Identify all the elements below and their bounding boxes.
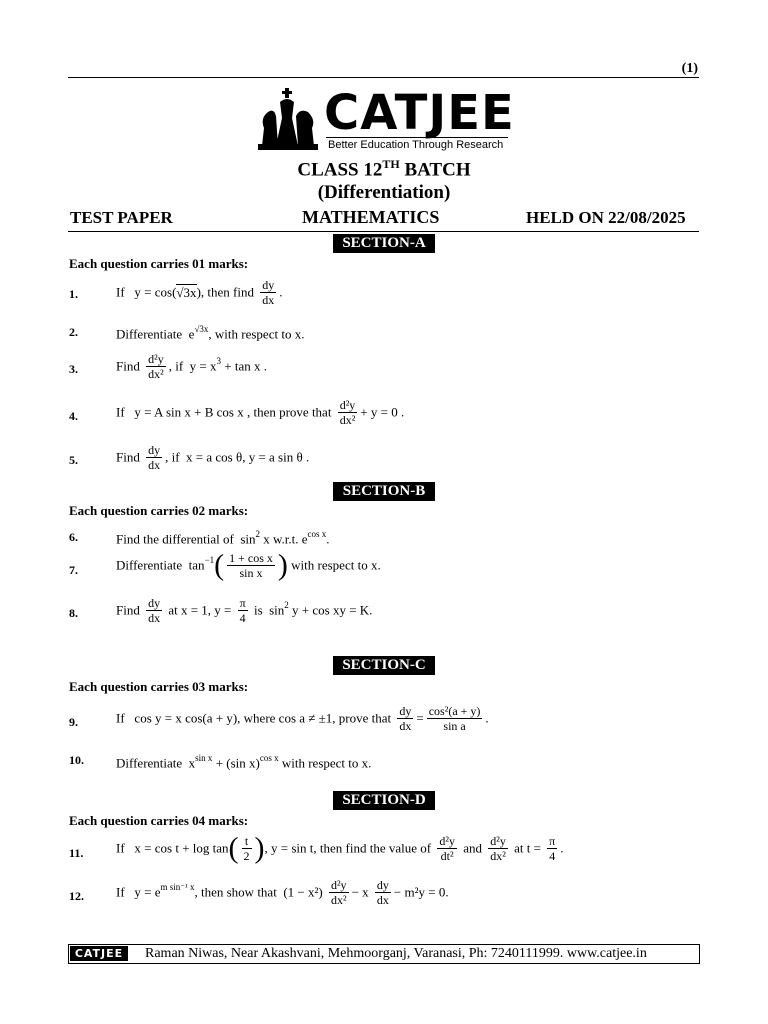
held-date: HELD ON 22/08/2025: [526, 208, 686, 227]
question-1: If y = cos(√3x), then find $\frac{dy}{dx}$ .: [116, 278, 283, 307]
logo-underline: [326, 137, 508, 138]
section-d-marks: Each question carries 04 marks:: [69, 813, 249, 828]
question-number: 7.: [69, 563, 78, 577]
question-number: 5.: [69, 453, 78, 467]
subject-label: MATHEMATICS: [302, 207, 440, 227]
section-a-marks: Each question carries 01 marks:: [69, 256, 249, 271]
question-number: 4.: [69, 409, 78, 423]
question-12: If $y = e^{m sin^{-1} x}$, then show that (1 − x²) $\frac{\text{d²y}}{\text{dx²}}$ − x $\frac{dy}{dx}$ − m²y = 0.: [116, 878, 449, 907]
question-6: Find the differential of $\sin^2 x$ w.r.t. $e^{cos x}$.: [116, 529, 330, 547]
footer-bar: [68, 944, 700, 964]
question-number: 8.: [69, 606, 78, 620]
question-10: Differentiate $x^{sin x} + (\sin$ x)$^{cos x}$ with respect to x.: [116, 753, 372, 771]
topic-title: (Differentiation): [317, 182, 451, 203]
question-7: Differentiate $\tan^{-1}$( $\frac{\text{1 + cos x}}{\text{sin x}}$ ) with respect to x.: [116, 548, 381, 582]
header-rule: [68, 231, 699, 232]
question-number: 1.: [69, 287, 78, 301]
catjee-logo: [256, 86, 516, 156]
logo-wordmark: CATJEE: [324, 85, 515, 141]
question-5: Find $\frac{dy}{dx}$ , if x = a cos θ, y = a sin θ .: [116, 443, 310, 472]
footer-address: Raman Niwas, Near Akashvani, Mehmoorganj, Varanasi, Ph: 7240111999. www.catjee.in: [145, 946, 647, 961]
question-number: 11.: [69, 846, 84, 860]
section-b-marks: Each question carries 02 marks:: [69, 503, 249, 518]
question-3: Find $\frac{\text{d²y}}{\text{dx²}}$ , if $y = x^3 + \tan x$ .: [116, 352, 267, 381]
class-title: CLASS 12TH BATCH: [297, 157, 471, 181]
chess-pieces-icon: [256, 88, 320, 152]
section-b-heading: SECTION-B: [333, 482, 435, 501]
top-rule: [68, 77, 699, 78]
question-number: 12.: [69, 889, 84, 903]
question-9: If cos y = x cos(a + y), where cos a ≠ ±1, prove that $\frac{dy}{dx}$ = $\frac{\text{cos²(a + y)}}{\text{sin a}}$ .: [116, 704, 489, 733]
section-d-heading: SECTION-D: [333, 791, 435, 810]
question-number: 3.: [69, 362, 78, 376]
page-number: (1): [681, 61, 698, 76]
test-paper-label: TEST PAPER: [70, 208, 173, 227]
question-number: 9.: [69, 715, 78, 729]
footer-logo: CATJEE: [70, 946, 128, 961]
question-number: 10.: [69, 753, 84, 767]
section-c-marks: Each question carries 03 marks:: [69, 679, 249, 694]
section-c-heading: SECTION-C: [333, 656, 435, 675]
question-8: Find $\frac{dy}{dx}$ at x = 1, y = $\frac{\pi}{4}$ is $\sin^2 y + \cos$ xy = K.: [116, 596, 373, 625]
question-2: Differentiate $e^{√3x}$, with respect to x.: [116, 324, 305, 342]
section-a-heading: SECTION-A: [333, 234, 435, 253]
logo-tagline: Better Education Through Research: [328, 139, 504, 151]
question-number: 6.: [69, 530, 78, 544]
question-11: If x = cos t + log tan( $\frac{t}{2}$ ), y = sin t, then find the value of $\frac{\text{d²y}}{\text{dt²}}$ and $\frac{\text{d²y}}{\text{dx²}}$ at t = $\frac{\pi}{4}$ .: [116, 831, 564, 865]
question-number: 2.: [69, 325, 78, 339]
question-4: If y = A sin x + B cos x , then prove that $\frac{\text{d²y}}{\text{dx²}}$ + y = 0 .: [116, 398, 405, 427]
